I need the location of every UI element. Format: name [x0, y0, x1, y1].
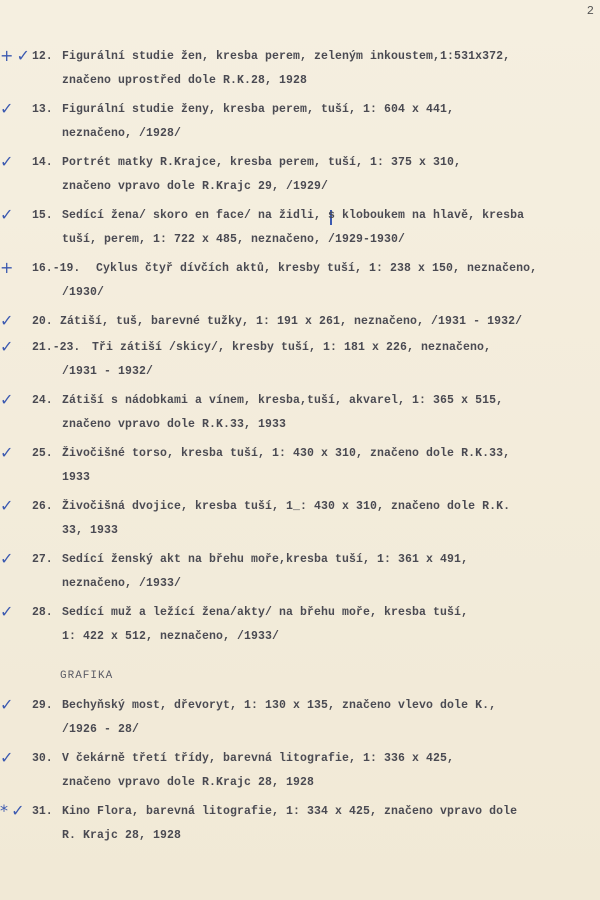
item-text-line2: tuší, perem, 1: 722 x 485, neznačeno, /1929-1930/: [62, 233, 406, 246]
item-text-line2: neznačeno, /1928/: [62, 127, 182, 140]
item-text-line2: neznačeno, /1933/: [62, 577, 182, 590]
item-number: 30.: [32, 752, 53, 765]
item-number: 29.: [32, 699, 53, 712]
item-text-line2: /1931 - 1932/: [62, 365, 154, 378]
item-text-line1: Portrét matky R.Krajce, kresba perem, tuší, 1: 375 x 310,: [62, 156, 462, 169]
item-number: 15.: [32, 209, 53, 222]
check-mark-icon: ✓: [0, 390, 13, 409]
item-number: 31.: [32, 805, 53, 818]
item-text-line1: Živočišná dvojice, kresba tuší, 1_: 430 x 310, značeno dole R.K.: [62, 500, 511, 513]
check-mark-icon: ✓: [0, 311, 13, 330]
item-text-line2: /1930/: [62, 286, 105, 299]
item-number: 26.: [32, 500, 53, 513]
asterisk-mark-icon: * ✓: [0, 801, 24, 820]
check-mark-icon: ✓: [0, 337, 13, 356]
item-number: 25.: [32, 447, 53, 460]
item-text-line2: značeno vpravo dole R.Krajc 28, 1928: [62, 776, 315, 789]
item-number: 12.: [32, 50, 53, 63]
page-number: 2: [586, 4, 594, 18]
section-heading: GRAFIKA: [60, 670, 114, 682]
plus-mark-icon: +: [0, 258, 13, 277]
item-number: 16.-19.: [32, 262, 81, 275]
item-text-line1: Bechyňský most, dřevoryt, 1: 130 x 135, značeno vlevo dole K.,: [62, 699, 497, 712]
item-number: 28.: [32, 606, 53, 619]
check-mark-icon: ✓: [0, 496, 13, 515]
item-text-line2: 1933: [62, 471, 91, 484]
item-text-line1: Figurální studie ženy, kresba perem, tuší, 1: 604 x 441,: [62, 103, 455, 116]
item-text-line2: R. Krajc 28, 1928: [62, 829, 182, 842]
item-text-line2: /1926 - 28/: [62, 723, 140, 736]
item-text-line2: značeno uprostřed dole R.K.28, 1928: [62, 74, 308, 87]
item-number: 14.: [32, 156, 53, 169]
item-number: 13.: [32, 103, 53, 116]
item-text-line1: Sedící žena/ skoro en face/ na židli, s kloboukem na hlavě, kresba: [62, 209, 525, 222]
item-text-line2: 33, 1933: [62, 524, 119, 537]
item-text-line1: Sedící muž a ležící žena/akty/ na břehu moře, kresba tuší,: [62, 606, 469, 619]
item-text-line1: Kino Flora, barevná litografie, 1: 334 x 425, značeno vpravo dole: [62, 805, 518, 818]
check-mark-icon: ✓: [0, 695, 13, 714]
item-text-line1: Tři zátiší /skicy/, kresby tuší, 1: 181 x 226, neznačeno,: [92, 341, 492, 354]
check-mark-icon: ✓: [0, 205, 13, 224]
item-text-line1: Živočišné torso, kresba tuší, 1: 430 x 310, značeno dole R.K.33,: [62, 447, 511, 460]
item-text-line2: značeno vpravo dole R.K.33, 1933: [62, 418, 287, 431]
item-number: 27.: [32, 553, 53, 566]
item-text-line1: V čekárně třetí třídy, barevná litografie, 1: 336 x 425,: [62, 752, 455, 765]
item-text-line1: Cyklus čtyř dívčích aktů, kresby tuší, 1: 238 x 150, neznačeno,: [96, 262, 538, 275]
check-mark-icon: ✓: [0, 443, 13, 462]
item-text-line2: značeno vpravo dole R.Krajc 29, /1929/: [62, 180, 329, 193]
item-number: 21.-23.: [32, 341, 81, 354]
item-number: 24.: [32, 394, 53, 407]
check-mark-icon: ✓: [0, 152, 13, 171]
check-mark-icon: + ✓: [0, 46, 29, 65]
item-text-line1: Zátiší, tuš, barevné tužky, 1: 191 x 261, neznačeno, /1931 - 1932/: [60, 315, 523, 328]
item-text-line1: Figurální studie žen, kresba perem, zeleným inkoustem,1:531x372,: [62, 50, 511, 63]
check-mark-icon: ✓: [0, 748, 13, 767]
check-mark-icon: ✓: [0, 602, 13, 621]
item-number: 20.: [32, 315, 53, 328]
item-text-line2: 1: 422 x 512, neznačeno, /1933/: [62, 630, 280, 643]
item-text-line1: Zátiší s nádobkami a vínem, kresba,tuší, akvarel, 1: 365 x 515,: [62, 394, 504, 407]
check-mark-icon: ✓: [0, 99, 13, 118]
item-text-line1: Sedící ženský akt na břehu moře,kresba tuší, 1: 361 x 491,: [62, 553, 469, 566]
check-mark-icon: ✓: [0, 549, 13, 568]
